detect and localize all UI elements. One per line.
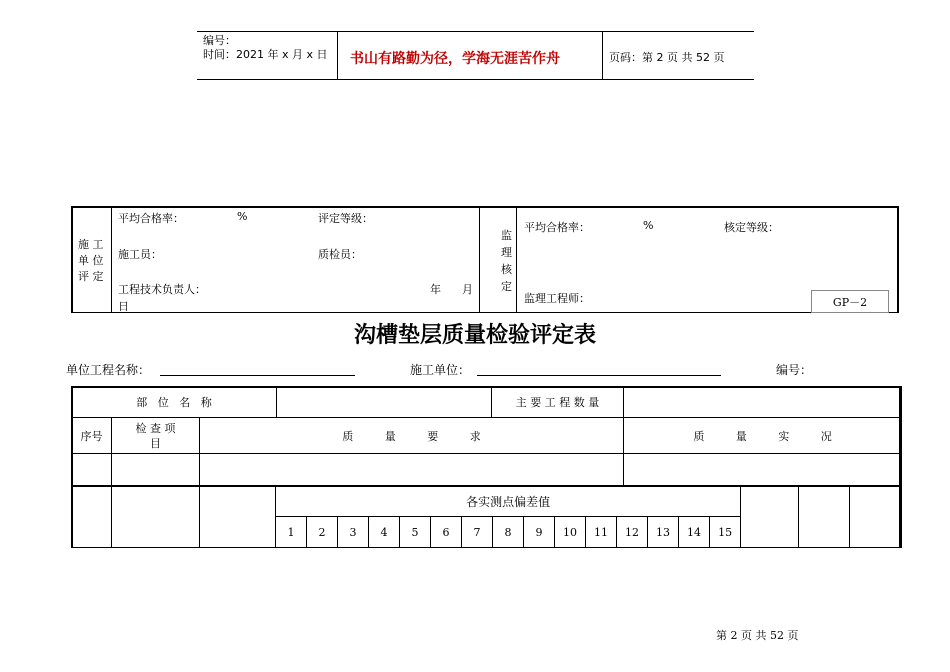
point-number: 10 (555, 517, 586, 548)
eval-sup-avg-pass-label: 平均合格率： (524, 221, 590, 234)
footer-page-number: 第 2 页 共 52 页 (716, 629, 799, 642)
header-bottom-rule (197, 79, 754, 80)
eval-day: 日 (118, 300, 129, 313)
content-actual-cell[interactable] (624, 454, 902, 486)
construction-unit-label: 施工单位： (410, 363, 471, 377)
point-number: 4 (369, 517, 400, 548)
header-divider-left (337, 31, 338, 80)
header-time-label: 时间：2021 年 x 月 x 日 (203, 48, 328, 61)
header-number-label: 编号： (203, 34, 236, 47)
row-headers (72, 418, 902, 454)
eval-divider-3 (516, 206, 517, 313)
lower-item-cell[interactable] (112, 487, 200, 548)
lower-seq-cell[interactable] (72, 487, 112, 548)
part-name-label: 部 位 名 称 (72, 387, 277, 418)
main-quantity-label: 主 要 工 程 数 量 (492, 387, 624, 418)
header-top-rule (197, 31, 754, 32)
point-number: 2 (307, 517, 338, 548)
part-name-value[interactable] (277, 387, 492, 418)
point-number: 11 (586, 517, 617, 548)
eval-percent: % (237, 210, 248, 223)
row-part-name (72, 387, 902, 418)
eval-inspector-label: 质检员： (318, 248, 362, 261)
lower-req-cell[interactable] (200, 487, 276, 548)
point-number: 14 (679, 517, 710, 548)
eval-month: 月 (462, 283, 473, 296)
lower-extra-cell-2[interactable] (799, 487, 850, 548)
row-deviation-header (72, 487, 902, 517)
row-content (72, 454, 902, 486)
lower-extra-cell-1[interactable] (741, 487, 799, 548)
point-number: 6 (431, 517, 462, 548)
header-divider-right (602, 31, 603, 80)
eval-avg-pass-label: 平均合格率： (118, 212, 184, 225)
main-table-lower (71, 486, 902, 548)
eval-supervisor-title: 监 理 核 定 (501, 229, 512, 293)
seq-header: 序号 (72, 418, 112, 454)
eval-tech-lead-label: 工程技术负责人： (118, 283, 206, 296)
point-number: 7 (462, 517, 493, 548)
check-item-header: 检 查 项 目 (112, 418, 200, 454)
point-number: 8 (493, 517, 524, 548)
main-quantity-value[interactable] (624, 387, 902, 418)
header-page-label: 页码：第 2 页 共 52 页 (609, 51, 725, 64)
eval-constructor-label: 施工员： (118, 248, 162, 261)
eval-grade-label: 评定等级： (318, 212, 373, 225)
point-number: 12 (617, 517, 648, 548)
content-item-cell[interactable] (112, 454, 200, 486)
lower-extra-cell-3[interactable] (850, 487, 902, 548)
eval-sup-engineer-label: 监理工程师： (524, 292, 590, 305)
point-number: 3 (338, 517, 369, 548)
unit-project-field-line (160, 375, 355, 376)
construction-unit-field-line (477, 375, 721, 376)
quality-req-header: 质 量 要 求 (200, 418, 624, 454)
quality-actual-header: 质 量 实 况 (624, 418, 902, 454)
content-req-cell[interactable] (200, 454, 624, 486)
deviation-header: 各实测点偏差值 (276, 487, 741, 517)
header-motto: 书山有路勤为径，学海无涯苦作舟 (350, 51, 560, 67)
page-title: 沟槽垫层质量检验评定表 (353, 323, 596, 348)
main-table-upper (71, 386, 902, 486)
info-number-label: 编号： (776, 363, 813, 377)
eval-divider-2 (479, 206, 480, 313)
content-seq-cell[interactable] (72, 454, 112, 486)
point-number: 1 (276, 517, 307, 548)
eval-sup-percent: % (643, 219, 654, 232)
point-number: 9 (524, 517, 555, 548)
form-code-box: GP－2 (811, 290, 889, 313)
eval-left-title: 施 工 单 位 评 定 (78, 238, 104, 283)
point-number: 13 (648, 517, 679, 548)
unit-project-label: 单位工程名称： (66, 363, 151, 377)
point-number: 5 (400, 517, 431, 548)
eval-sup-grade-label: 核定等级： (724, 221, 779, 234)
eval-divider-1 (111, 206, 112, 313)
eval-year: 年 (430, 283, 441, 296)
point-number: 15 (710, 517, 741, 548)
